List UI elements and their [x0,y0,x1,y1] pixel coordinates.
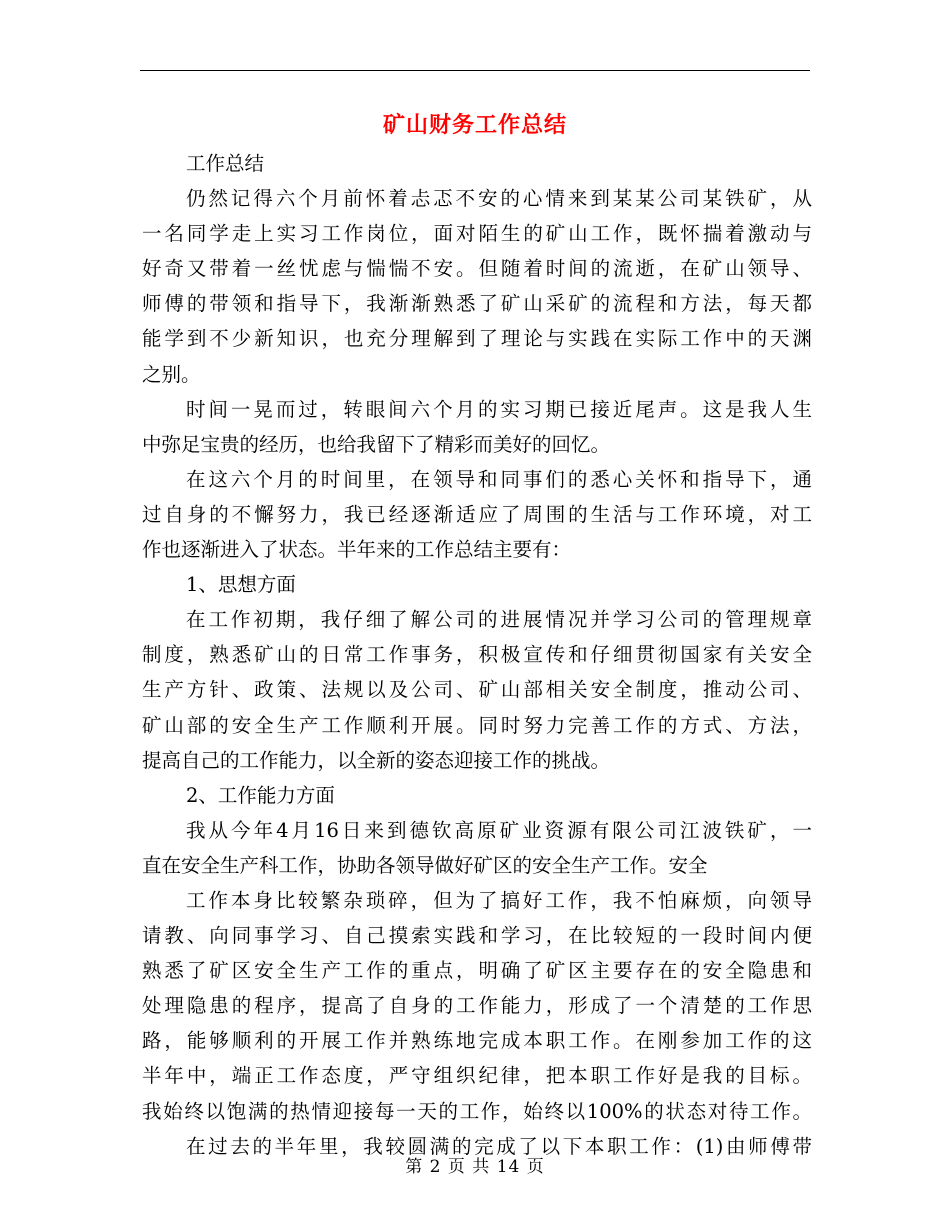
text-line: 仍然记得六个月前怀着忐忑不安的心情来到某某公司某铁矿，从 [186,187,812,211]
text-line: 我始终以饱满的热情迎接每一天的工作，始终以100%的状态对待工作。 [142,1099,812,1123]
text-line: 能学到不少新知识，也充分理解到了理论与实践在实际工作中的天渊 [142,327,812,351]
page-footer: 第 2 页 共 14 页 [405,1157,545,1177]
section-heading: 2、工作能力方面 [186,783,335,807]
text-line: 半年中，端正工作态度，严守组织纪律，把本职工作好是我的目标。 [142,1064,812,1088]
text-line: 我从今年4月16日来到德钦高原矿业资源有限公司江波铁矿，一 [186,818,812,842]
text-line: 时间一晃而过，转眼间六个月的实习期已接近尾声。这是我人生 [186,397,812,421]
text-line: 之别。 [142,362,201,386]
text-line: 路，能够顺利的开展工作并熟练地完成本职工作。在刚参加工作的这 [142,1029,812,1053]
text-line: 中弥足宝贵的经历，也给我留下了精彩而美好的回忆。 [142,432,611,456]
text-line: 工作本身比较繁杂琐碎，但为了搞好工作，我不怕麻烦，向领导 [186,888,812,912]
text-line: 好奇又带着一丝忧虑与惴惴不安。但随着时间的流逝，在矿山领导、 [142,257,812,281]
text-line: 在这六个月的时间里，在领导和同事们的悉心关怀和指导下，通 [186,467,812,491]
header-rule [140,70,810,71]
text-line: 熟悉了矿区安全生产工作的重点，明确了矿区主要存在的安全隐患和 [142,959,812,983]
text-line: 请教、向同事学习、自己摸索实践和学习，在比较短的一段时间内便 [142,924,812,948]
text-line: 作也逐渐进入了状态。半年来的工作总结主要有： [142,538,572,562]
text-line: 在过去的半年里，我较圆满的完成了以下本职工作：(1)由师傅带 [186,1134,812,1158]
text-line: 在工作初期，我仔细了解公司的进展情况并学习公司的管理规章 [186,608,812,632]
document-body [142,146,812,1164]
text-line: 直在安全生产科工作，协助各领导做好矿区的安全生产工作。安全 [142,853,708,877]
document-title: 矿山财务工作总结 [382,112,567,138]
text-line: 制度，熟悉矿山的日常工作事务，积极宣传和仔细贯彻国家有关安全 [142,643,812,667]
text-line: 生产方针、政策、法规以及公司、矿山部相关安全制度，推动公司、 [142,678,812,702]
text-line: 师傅的带领和指导下，我渐渐熟悉了矿山采矿的流程和方法，每天都 [142,292,812,316]
text-line: 矿山部的安全生产工作顺利开展。同时努力完善工作的方式、方法， [142,713,812,737]
text-line: 一名同学走上实习工作岗位，面对陌生的矿山工作，既怀揣着激动与 [142,222,812,246]
text-line: 过自身的不懈努力，我已经逐渐适应了周围的生活与工作环境，对工 [142,502,812,526]
text-line: 处理隐患的程序，提高了自身的工作能力，形成了一个清楚的工作思 [142,994,812,1018]
text-line: 提高自己的工作能力，以全新的姿态迎接工作的挑战。 [142,748,611,772]
section-heading: 1、思想方面 [186,573,296,597]
text-line: 工作总结 [186,152,265,175]
